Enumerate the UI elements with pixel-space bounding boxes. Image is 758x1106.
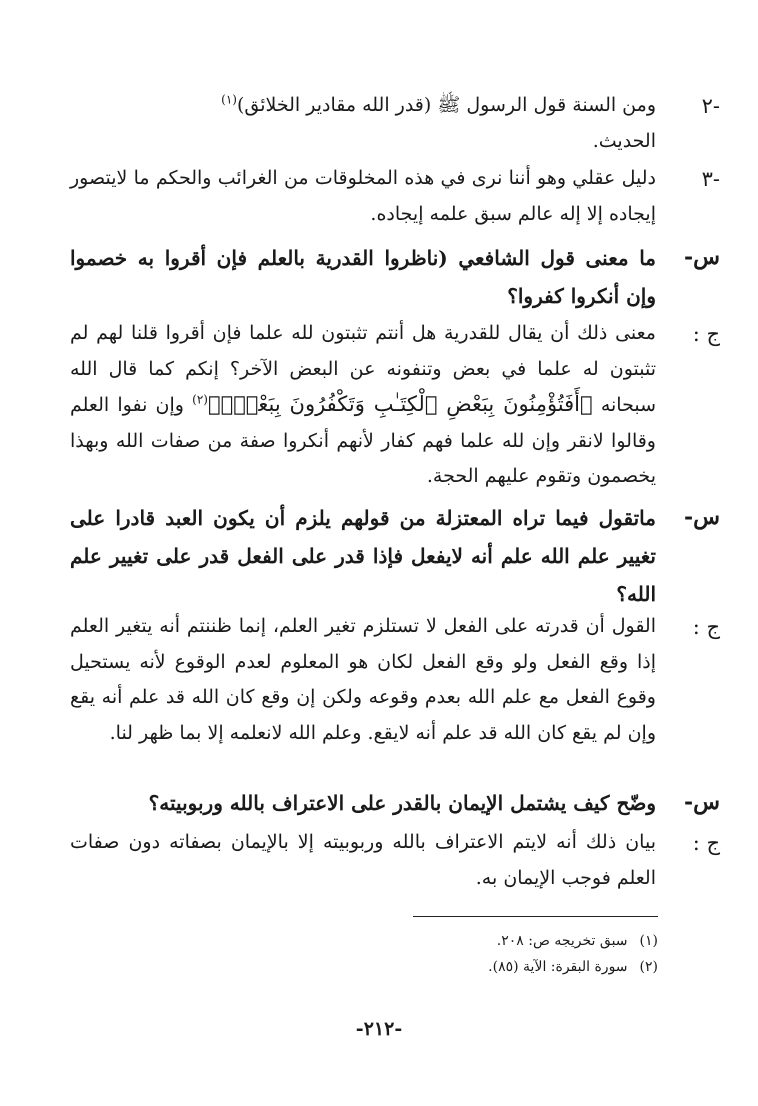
footnote-divider <box>413 916 658 917</box>
question-3 <box>70 784 720 822</box>
list-item-3 <box>70 161 720 232</box>
question-2 <box>70 499 720 613</box>
footnote-2 <box>258 954 658 980</box>
item-marker: -٢ <box>701 94 720 118</box>
question-text: ما معنى قول الشافعي (ناظروا القدرية بالعلم فإن أقروا به خصموا وإن أنكروا كفروا؟ <box>70 246 656 308</box>
answer-text <box>70 316 656 495</box>
item-text: دليل عقلي وهو أننا نرى في هذه المخلوقات من الغرائب والحكم ما لايتصور إيجاده إلا إله عالم سبق علمه إيجاده. <box>70 167 656 225</box>
answer-2 <box>70 609 720 751</box>
item-line: ومن السنة قول الرسول ﷺ (قدر الله مقادير الخلائق) <box>236 94 656 116</box>
answer-text-before: معنى ذلك أن يقال للقدرية هل أنتم تثبتون لله علما فإن أقروا قلنا لهم لم تثبتون له علما في بعض وتنفونه عن البعض الآخر؟ إنكم كما قال الله سبحانه <box>70 322 657 416</box>
footnote-number: (٢) <box>639 959 658 975</box>
item-line: الحديث. <box>592 129 656 152</box>
footnote-text: سورة البقرة: الآية (٨٥). <box>488 959 628 975</box>
answer-marker: ج : <box>692 615 720 639</box>
answer-text: القول أن قدرته على الفعل لا تستلزم تغير العلم، إنما ظننتم أنه يتغير العلم إذا وقع الفعل ولو وقع الفعل لكان هو المعلوم لعدم الوقوع لأنه يستحيل وقوع الفعل مع علم الله بعدم وقوعه ولكن إن وقع كان الله قد علم أنه يقع وإن لم يقع كان الله قد علم أنه لايقع. وعلم الله لانعلمه إلا بما ظهر لنا. <box>70 615 656 744</box>
footnote-number: (١) <box>639 933 658 949</box>
question-marker: س- <box>684 504 720 530</box>
question-marker: س- <box>684 789 720 815</box>
question-text: وضّح كيف يشتمل الإيمان بالقدر على الاعتراف بالله وربوبيته؟ <box>148 791 656 815</box>
answer-marker: ج : <box>692 322 720 346</box>
footnote-text: سبق تخريجه ص: ٢٠٨. <box>496 933 628 949</box>
footnotes <box>258 928 658 980</box>
footnote-ref[interactable]: (٢) <box>192 392 208 407</box>
answer-marker: ج : <box>692 831 720 855</box>
answer-text: بيان ذلك أنه لايتم الاعتراف بالله وربوبيته إلا بالإيمان بصفاته دون صفات العلم فوجب الإيمان به. <box>70 831 656 889</box>
quran-verse: ﴿أَفَتُؤْمِنُونَ بِبَعْضِ ٱلْكِتَـٰبِ وَتَكْفُرُونَ بِبَعْضٍۢ﴾ <box>207 392 593 416</box>
item-text <box>70 88 656 159</box>
answer-1 <box>70 316 720 495</box>
answer-text-after: وإن نفوا العلم وقالوا لانقر وإن لله علما فهم كفار لأنهم أنكروا صفة من صفات الله وبهذا يخصمون وتقوم عليهم الحجة. <box>70 394 656 487</box>
footnote-ref[interactable]: (١) <box>221 92 237 107</box>
question-1 <box>70 239 720 315</box>
footnote-1 <box>258 928 658 954</box>
question-marker: س- <box>684 244 720 270</box>
list-item-2 <box>70 88 720 159</box>
item-marker: -٣ <box>701 167 720 191</box>
page-number: -٢١٢- <box>355 1018 403 1040</box>
question-text: ماتقول فيما تراه المعتزلة من قولهم يلزم أن يكون العبد قادرا على تغيير علم الله علم أنه لايفعل فإذا قدر على الفعل قدر على تغيير علم الله؟ <box>70 506 656 606</box>
answer-3 <box>70 825 720 896</box>
